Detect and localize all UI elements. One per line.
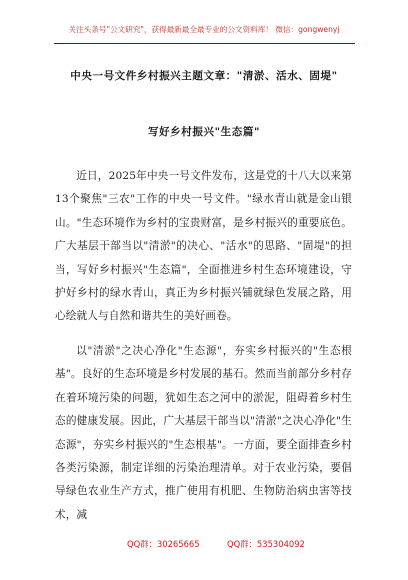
paragraph-text: 以"清淤"之决心净化"生态源"，夯实乡村振兴的"生态根基"。良好的生态环境是乡村发展的基石。然而当前部分乡村存在着环境污染的问题，犹如生态之河中的淤泥，阻碍着乡村生态的健康发展。因此，广大基层干部当以"清淤"之决心净化"生态源"，夯实乡村振兴的"生态根基"。一方面，要全面排查乡村各类污染源，制定详细的污染治理清单。对于农业污染，要倡导绿色农业生产方式，推广使用有机肥、生物防治病虫害等技术，减 [55, 345, 352, 521]
body-paragraph-1 [55, 165, 352, 329]
footer-qq-group-2: QQ群：535304092 [227, 539, 305, 549]
body-paragraph-2 [55, 340, 352, 527]
paragraph-text: 近日，2025年中央一号文件发布，这是党的十八大以来第13个聚焦"三农"工作的中央一号文件。"绿水青山就是金山银山。"生态环境作为乡村的宝贵财富，是乡村振兴的重要底色。广大基层干部当以"清淤"的决心、"活水"的思路、"固堤"的担当，写好乡村振兴"生态篇"，全面推进乡村生态环境建设，守护好乡村的绿水青山，真正为乡村振兴铺就绿色发展之路，用心绘就人与自然和谐共生的美好画卷。 [55, 170, 352, 323]
document-subtitle: 写好乡村振兴"生态篇" [147, 126, 261, 138]
footer-contacts [0, 538, 408, 552]
header-banner: 关注头条号"公文研究"，获得最新最全最专业的公文资料库！ 微信：gongwenyj [68, 25, 340, 34]
header-divider [54, 43, 355, 44]
document-title: 中央一号文件乡村振兴主题文章："清淤、活水、固堤" [70, 70, 338, 82]
footer-qq-group-1: QQ群：30265665 [127, 539, 200, 549]
